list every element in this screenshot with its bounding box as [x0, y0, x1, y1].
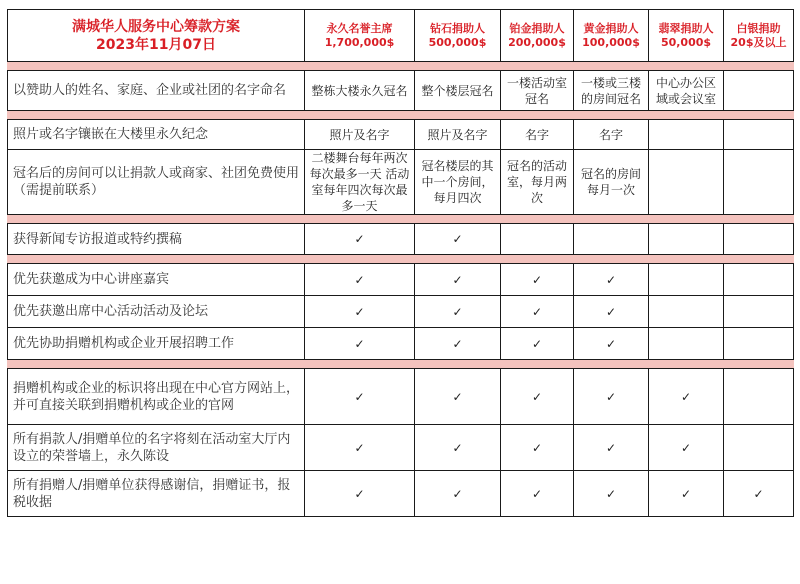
benefit-cell	[724, 150, 794, 215]
benefit-row	[8, 71, 794, 111]
benefit-row	[8, 369, 794, 425]
checkmark-icon: ✓	[531, 389, 543, 404]
checkmark-icon: ✓	[605, 272, 617, 287]
checkmark-icon: ✓	[680, 389, 692, 404]
benefit-cell	[649, 471, 724, 517]
checkmark-icon: ✓	[452, 272, 463, 287]
tier-amount: 500,000$	[428, 35, 487, 49]
section-separator	[8, 111, 794, 120]
benefit-cell: 照片及名字	[415, 120, 501, 150]
benefit-cell	[415, 224, 501, 255]
section-separator	[8, 62, 794, 71]
benefit-description: 优先协助捐赠机构或企业开展招聘工作	[8, 328, 305, 360]
checkmark-icon: ✓	[753, 486, 764, 501]
benefit-row	[8, 224, 794, 255]
benefit-cell	[649, 296, 724, 328]
checkmark-icon: ✓	[354, 486, 365, 501]
benefit-cell	[574, 264, 649, 296]
benefit-cell	[649, 224, 724, 255]
checkmark-icon: ✓	[452, 486, 463, 501]
benefit-description: 所有捐赠人/捐赠单位获得感谢信，捐赠证书，报税收据	[8, 471, 305, 517]
benefit-cell	[574, 296, 649, 328]
tier-header-diamond	[415, 10, 501, 62]
benefit-cell: 名字	[501, 120, 574, 150]
tier-header-gold	[574, 10, 649, 62]
checkmark-icon: ✓	[354, 232, 365, 246]
benefit-description: 冠名后的房间可以让捐款人或商家、社团免费使用（需提前联系）	[8, 150, 305, 215]
benefit-cell	[649, 328, 724, 360]
benefit-cell	[305, 369, 415, 425]
tier-name: 钻石捐助人	[430, 21, 485, 35]
benefit-cell	[724, 471, 794, 517]
benefit-cell	[574, 369, 649, 425]
checkmark-icon: ✓	[354, 304, 365, 319]
benefit-row	[8, 264, 794, 296]
benefit-cell	[501, 471, 574, 517]
section-separator	[8, 215, 794, 224]
benefit-cell	[724, 120, 794, 150]
benefit-cell	[415, 471, 501, 517]
benefit-row	[8, 471, 794, 517]
benefit-cell	[649, 120, 724, 150]
benefit-cell	[305, 264, 415, 296]
benefit-cell	[649, 425, 724, 471]
benefit-cell	[501, 224, 574, 255]
title-line-1: 满城华人服务中心筹款方案	[72, 18, 240, 35]
checkmark-icon: ✓	[531, 486, 543, 501]
tier-amount: 100,000$	[582, 35, 640, 49]
tier-header-platinum	[501, 10, 574, 62]
checkmark-icon: ✓	[605, 336, 617, 351]
checkmark-icon: ✓	[531, 272, 543, 287]
tier-name: 翡翠捐助人	[658, 21, 714, 35]
benefit-row	[8, 150, 794, 215]
checkmark-icon: ✓	[605, 389, 617, 404]
title-line-2: 2023年11月07日	[96, 36, 216, 53]
benefit-description: 所有捐款人/捐赠单位的名字将刻在活动室大厅内设立的荣誉墙上，永久陈设	[8, 425, 305, 471]
benefit-cell	[501, 264, 574, 296]
tier-header-permanent-chair	[305, 10, 415, 62]
separator-bar	[8, 360, 794, 369]
benefit-cell	[724, 224, 794, 255]
separator-bar	[8, 111, 794, 120]
benefit-cell: 整栋大楼永久冠名	[305, 71, 415, 111]
benefit-cell	[305, 224, 415, 255]
benefit-description: 照片或名字镶嵌在大楼里永久纪念	[8, 120, 305, 150]
checkmark-icon: ✓	[354, 389, 365, 404]
benefit-cell	[649, 264, 724, 296]
benefit-cell	[501, 425, 574, 471]
benefit-cell	[724, 296, 794, 328]
benefit-cell	[415, 369, 501, 425]
tier-amount: 1,700,000$	[324, 35, 395, 49]
benefit-cell	[724, 264, 794, 296]
benefit-cell	[574, 425, 649, 471]
checkmark-icon: ✓	[452, 232, 463, 246]
benefit-cell: 二楼舞台每年两次每次最多一天 活动室每年四次每次最多一天	[305, 150, 415, 215]
separator-bar	[8, 62, 794, 71]
tier-header-silver	[724, 10, 794, 62]
checkmark-icon: ✓	[452, 440, 463, 455]
benefit-cell: 一楼活动室冠名	[501, 71, 574, 111]
section-separator	[8, 255, 794, 264]
sponsorship-table	[7, 9, 794, 517]
sponsorship-sheet	[7, 9, 793, 517]
benefit-cell	[501, 328, 574, 360]
benefit-cell	[305, 425, 415, 471]
benefit-description: 以赞助人的姓名、家庭、企业或社团的名字命名	[8, 71, 305, 111]
benefit-cell	[574, 224, 649, 255]
benefit-cell	[305, 296, 415, 328]
benefit-cell: 冠名的活动室，每月两次	[501, 150, 574, 215]
benefit-description: 优先获邀出席中心活动活动及论坛	[8, 296, 305, 328]
benefit-cell: 冠名的房间每月一次	[574, 150, 649, 215]
tier-name: 永久名誉主席	[326, 21, 393, 35]
header-row	[8, 10, 794, 62]
benefit-cell	[501, 296, 574, 328]
benefit-cell	[649, 150, 724, 215]
benefit-description: 获得新闻专访报道或特约撰稿	[8, 224, 305, 255]
benefit-cell: 名字	[574, 120, 649, 150]
checkmark-icon: ✓	[605, 486, 617, 501]
benefit-cell	[574, 328, 649, 360]
checkmark-icon: ✓	[354, 336, 365, 351]
tier-name: 白银捐助	[736, 21, 781, 35]
benefit-cell	[415, 425, 501, 471]
benefit-cell	[724, 328, 794, 360]
benefit-cell: 一楼或三楼的房间冠名	[574, 71, 649, 111]
checkmark-icon: ✓	[452, 389, 463, 404]
checkmark-icon: ✓	[354, 272, 365, 287]
checkmark-icon: ✓	[680, 440, 692, 455]
benefit-cell	[415, 328, 501, 360]
checkmark-icon: ✓	[680, 486, 692, 501]
separator-bar	[8, 255, 794, 264]
checkmark-icon: ✓	[605, 440, 617, 455]
tier-name: 黄金捐助人	[583, 21, 639, 35]
benefit-cell	[724, 425, 794, 471]
checkmark-icon: ✓	[531, 304, 543, 319]
benefit-row	[8, 425, 794, 471]
tier-amount: 50,000$	[660, 35, 712, 49]
benefit-cell	[724, 369, 794, 425]
benefit-description: 优先获邀成为中心讲座嘉宾	[8, 264, 305, 296]
benefit-cell	[724, 71, 794, 111]
benefit-cell: 中心办公区域或会议室	[649, 71, 724, 111]
checkmark-icon: ✓	[452, 336, 463, 351]
tier-amount: 20$及以上	[730, 35, 787, 49]
checkmark-icon: ✓	[452, 304, 463, 319]
checkmark-icon: ✓	[354, 440, 365, 455]
benefit-cell: 冠名楼层的其中一个房间，每月四次	[415, 150, 501, 215]
table-title	[8, 10, 305, 62]
checkmark-icon: ✓	[531, 440, 543, 455]
tier-name: 铂金捐助人	[509, 21, 565, 35]
benefit-row	[8, 328, 794, 360]
benefit-description: 捐赠机构或企业的标识将出现在中心官方网站上，并可直接关联到捐赠机构或企业的官网	[8, 369, 305, 425]
benefit-cell	[649, 369, 724, 425]
checkmark-icon: ✓	[531, 336, 543, 351]
benefit-cell: 照片及名字	[305, 120, 415, 150]
benefit-cell	[415, 296, 501, 328]
benefit-row	[8, 296, 794, 328]
benefit-cell	[501, 369, 574, 425]
benefit-cell: 整个楼层冠名	[415, 71, 501, 111]
benefit-cell	[574, 471, 649, 517]
section-separator	[8, 360, 794, 369]
benefit-cell	[305, 328, 415, 360]
tier-amount: 200,000$	[508, 35, 566, 49]
benefit-row	[8, 120, 794, 150]
benefit-cell	[415, 264, 501, 296]
tier-header-emerald	[649, 10, 724, 62]
benefit-cell	[305, 471, 415, 517]
separator-bar	[8, 215, 794, 224]
checkmark-icon: ✓	[605, 304, 617, 319]
